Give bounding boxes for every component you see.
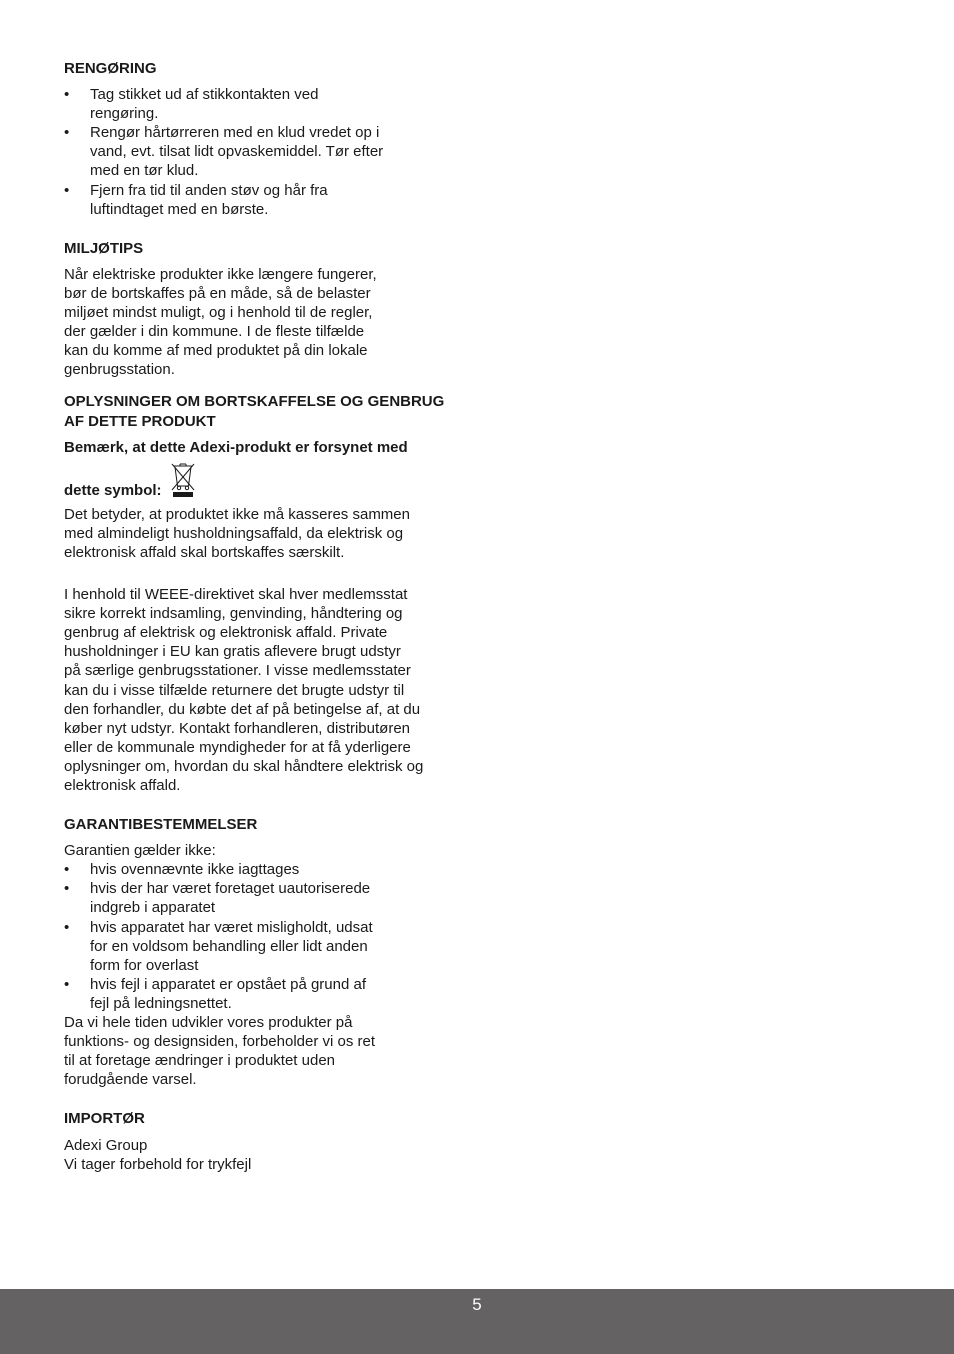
importor-paragraph <box>64 1136 474 1174</box>
text-line: funktions- og designsiden, forbeholder vi os ret <box>64 1033 376 1051</box>
page-number: 5 <box>472 1295 482 1314</box>
rengoring-list <box>64 85 474 219</box>
bullet: • <box>64 880 70 898</box>
text-line: eller de kommunale myndigheder for at få yderligere <box>64 738 411 756</box>
weee-heading <box>64 392 474 430</box>
rengoring-heading: RENGØRING <box>64 60 157 77</box>
miljotips-heading: MILJØTIPS <box>64 239 144 257</box>
text-line: I henhold til WEEE-direktivet skal hver medlemsstat <box>64 586 408 604</box>
list-item-line: Fjern fra tid til anden støv og hår fra <box>90 181 328 199</box>
weee-paragraph-2 <box>64 585 474 795</box>
weee-notice: Bemærk, at dette Adexi-produkt er forsynet med <box>64 438 408 456</box>
text-line: sikre korrekt indsamling, genvinding, håndtering og <box>64 605 403 623</box>
garanti-list <box>64 860 474 1013</box>
list-item-line: rengøring. <box>90 105 159 123</box>
bullet: • <box>64 918 70 936</box>
crossed-out-wheelie-bin-icon <box>170 462 196 503</box>
list-item <box>64 860 474 879</box>
text-line: der gælder i din kommune. I de fleste tilfælde <box>64 323 365 341</box>
bullet: • <box>64 181 70 199</box>
text-line: med almindeligt husholdningsaffald, da elektrisk og <box>64 524 404 542</box>
bullet: • <box>64 86 70 104</box>
main-column <box>64 59 474 1174</box>
text-line: køber nyt udstyr. Kontakt forhandleren, distributøren <box>64 719 411 737</box>
list-item <box>64 123 474 180</box>
list-item-line: fejl på ledningsnettet. <box>90 994 232 1012</box>
list-item-line: luftindtaget med en børste. <box>90 200 269 218</box>
text-line: Vi tager forbehold for trykfejl <box>64 1155 252 1173</box>
text-line: på særlige genbrugsstationer. I visse medlemsstater <box>64 662 411 680</box>
text-line: til at foretage ændringer i produktet uden <box>64 1052 336 1070</box>
text-line: forudgående varsel. <box>64 1071 197 1089</box>
page-footer <box>0 1289 954 1354</box>
miljotips-paragraph <box>64 265 474 380</box>
text-line: genbrug af elektrisk og elektronisk affald. Private <box>64 624 388 642</box>
text-line: husholdninger i EU kan gratis aflevere brugt udstyr <box>64 643 401 661</box>
text-line: kan du komme af med produktet på din lokale <box>64 342 368 360</box>
list-item-line: for en voldsom behandling eller lidt anden <box>90 937 368 955</box>
text-line: den forhandler, du købte det af på betingelse af, at du <box>64 700 421 718</box>
list-item-line: hvis der har været foretaget uautoriserede <box>90 880 371 898</box>
garanti-closing <box>64 1013 474 1089</box>
importor-heading: IMPORTØR <box>64 1110 145 1128</box>
garanti-heading: GARANTIBESTEMMELSER <box>64 816 258 834</box>
text-line: Adexi Group <box>64 1136 148 1154</box>
weee-paragraph-1 <box>64 505 474 562</box>
heading-line: OPLYSNINGER OM BORTSKAFFELSE OG GENBRUG <box>64 393 445 411</box>
text-line: elektronisk affald skal bortskaffes særskilt. <box>64 543 345 561</box>
list-item <box>64 918 474 975</box>
list-item-line: form for overlast <box>90 956 199 974</box>
list-item-line: Tag stikket ud af stikkontakten ved <box>90 86 319 104</box>
list-item <box>64 85 474 123</box>
list-item-line: indgreb i apparatet <box>90 899 216 917</box>
list-item-line: vand, evt. tilsat lidt opvaskemiddel. Tør efter <box>90 143 384 161</box>
weee-notice-line2: dette symbol: <box>64 481 162 499</box>
list-item-line: hvis ovennævnte ikke iagttages <box>90 861 300 879</box>
list-item-line: med en tør klud. <box>90 162 199 180</box>
text-line: Det betyder, at produktet ikke må kasseres sammen <box>64 505 410 523</box>
weee-symbol-row <box>64 462 474 503</box>
text-line: Da vi hele tiden udvikler vores produkter på <box>64 1014 353 1032</box>
text-line: bør de bortskaffes på en måde, så de belaster <box>64 284 371 302</box>
text-line: Når elektriske produkter ikke længere fungerer, <box>64 265 377 283</box>
list-item-line: hvis fejl i apparatet er opstået på grund af <box>90 975 367 993</box>
text-line: elektronisk affald. <box>64 777 181 794</box>
list-item-line: Rengør hårtørreren med en klud vredet op i <box>90 124 380 142</box>
garanti-intro: Garantien gælder ikke: <box>64 842 216 860</box>
bullet: • <box>64 861 70 879</box>
heading-line: AF DETTE PRODUKT <box>64 412 216 430</box>
text-line: kan du i visse tilfælde returnere det brugte udstyr til <box>64 681 405 699</box>
bullet: • <box>64 975 70 993</box>
list-item <box>64 975 474 1013</box>
list-item <box>64 181 474 219</box>
text-line: genbrugsstation. <box>64 361 175 379</box>
list-item <box>64 879 474 917</box>
list-item-line: hvis apparatet har været misligholdt, udsat <box>90 918 373 936</box>
text-line: miljøet mindst muligt, og i henhold til de regler, <box>64 304 373 322</box>
text-line: oplysninger om, hvordan du skal håndtere elektrisk og <box>64 757 424 775</box>
bullet: • <box>64 124 70 142</box>
